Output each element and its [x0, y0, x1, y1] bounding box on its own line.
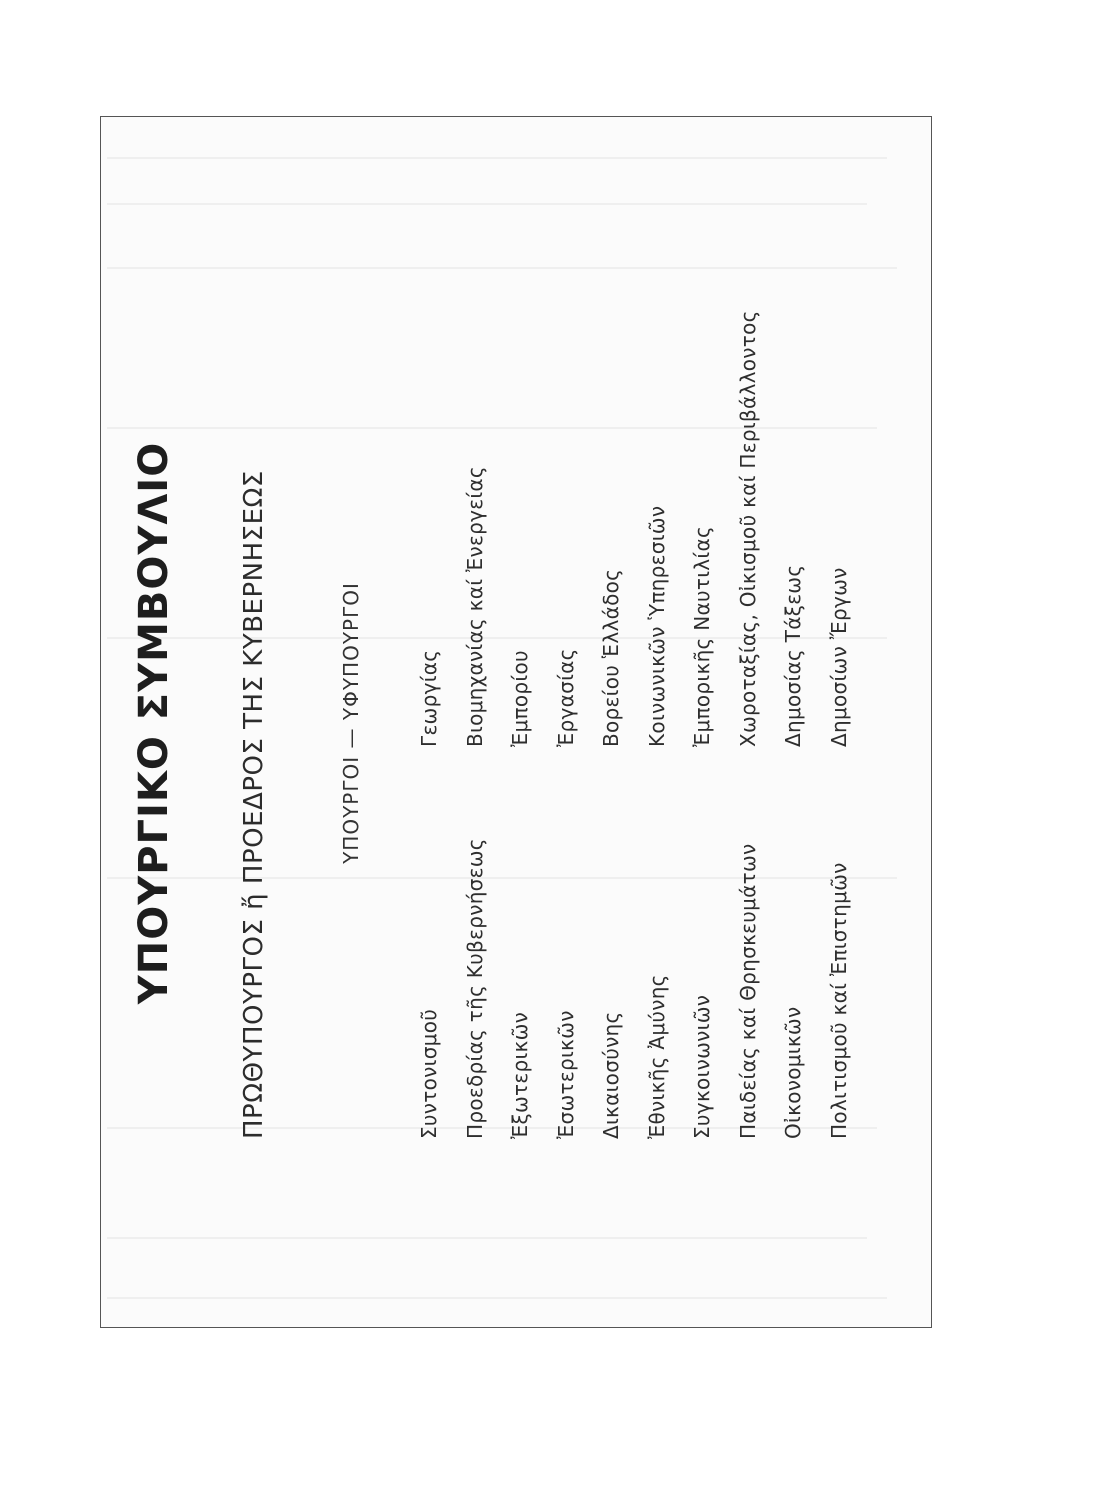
ministries-right-column [407, 310, 862, 747]
ministry-item: Συγκοινωνιῶν [690, 994, 714, 1139]
ministry-item: Δικαιοσύνης [599, 1011, 623, 1139]
section-heading: ΥΠΟΥΡΓΟΙ — ΥΦΥΠΟΥΡΓΟΙ [339, 582, 363, 864]
ministry-item: Ἐργασίας [553, 648, 578, 747]
page-frame [100, 116, 932, 1328]
ministry-item: Παιδείας καί Θρησκευμάτων [735, 843, 760, 1139]
ministry-item: Ἐμπορίου [508, 650, 532, 747]
ministry-item: Βορείου Ἑλλάδος [599, 568, 623, 747]
ministry-item: Οἰκονομικῶν [781, 1006, 805, 1139]
ministry-item: Συντονισμοῦ [417, 1008, 441, 1139]
ministry-item: Γεωργίας [417, 649, 441, 747]
ministry-item: Κοινωνικῶν Ὑπηρεσιῶν [644, 505, 669, 747]
ministry-item: Βιομηχανίας καί Ἐνεργείας [462, 466, 487, 747]
ministries-left-column [407, 838, 862, 1139]
document-title: ΥΠΟΥΡΓΙΚΟ ΣΥΜΒΟΥΛΙΟ [131, 441, 177, 1005]
ministry-item: Ἐξωτερικῶν [508, 1011, 532, 1139]
ministry-item: Ἐμπορικῆς Ναυτιλίας [690, 526, 714, 747]
ministry-item: Ἐθνικῆς Ἀμύνης [644, 974, 669, 1139]
ministry-item: Χωροταξίας, Οἰκισμοῦ καί Περιβάλλοντος [735, 310, 760, 747]
ministry-item: Προεδρίας τῆς Κυβερνήσεως [462, 838, 487, 1139]
document-subtitle: ΠΡΩΘΥΠΟΥΡΓΟΣ ἤ ΠΡΟΕΔΡΟΣ ΤΗΣ ΚΥΒΕΡΝΗΣΕΩΣ [239, 470, 269, 1139]
ministry-item: Δημοσίων Ἔργων [826, 567, 851, 747]
rotated-page-content [101, 117, 932, 1328]
ministry-item: Δημοσίας Τάξεως [781, 564, 805, 747]
ministry-item: Ἐσωτερικῶν [553, 1010, 578, 1139]
ministry-item: Πολιτισμοῦ καί Ἐπιστημῶν [826, 862, 851, 1139]
